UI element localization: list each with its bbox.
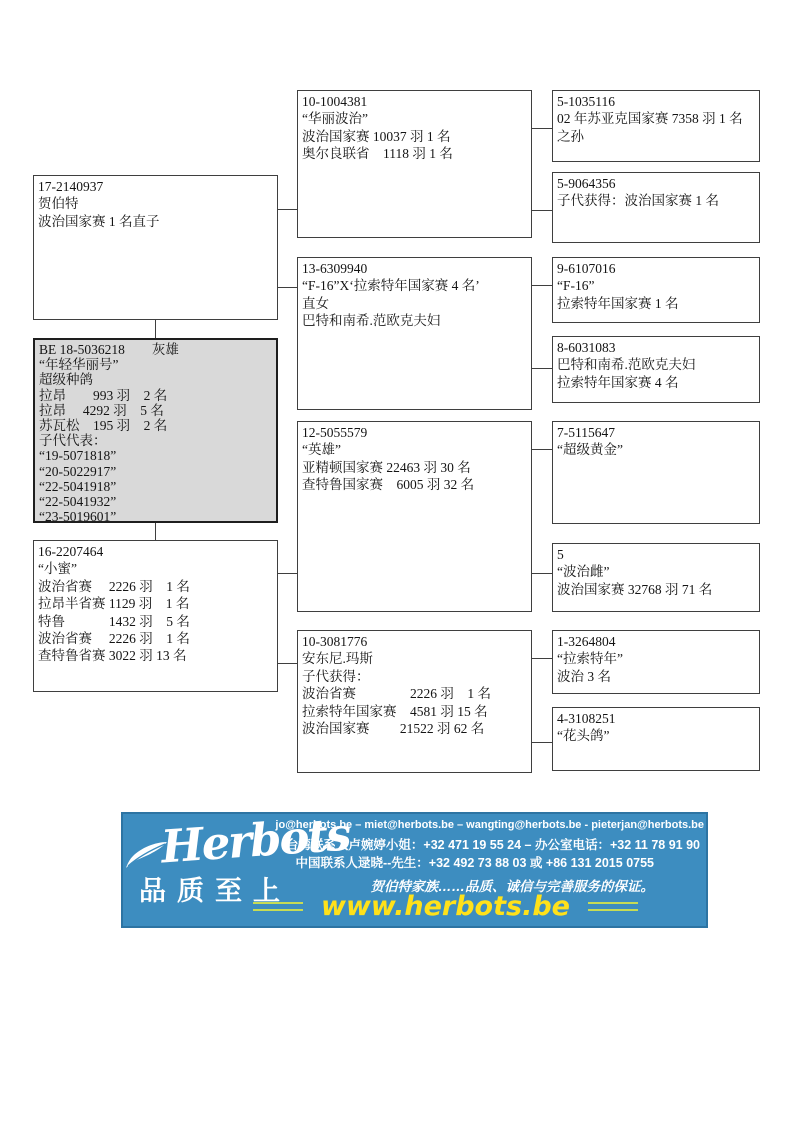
box-line: 波治省赛 2226 羽 1 名 bbox=[38, 631, 190, 647]
box-line: “花头鸽” bbox=[557, 728, 610, 744]
box-line: 波治省赛 2226 羽 1 名 bbox=[302, 686, 491, 702]
box-line: 子代代表： bbox=[39, 433, 107, 449]
box-line: 拉昂 4292 羽 5 名 bbox=[39, 402, 164, 418]
connector-line bbox=[277, 209, 297, 210]
pedigree-box-13-6309940 bbox=[297, 257, 532, 410]
box-line: “19-5071818” bbox=[39, 448, 117, 464]
box-line: 拉索特年国家赛 4581 羽 15 名 bbox=[302, 703, 488, 719]
box-line: “22-5041918” bbox=[39, 478, 117, 494]
pedigree-box-10-1004381 bbox=[297, 90, 532, 238]
box-line: 直女 bbox=[302, 295, 329, 311]
connector-line bbox=[532, 573, 552, 574]
pedigree-box-sire-17-2140937 bbox=[33, 175, 278, 320]
box-line: 安东尼.玛斯 bbox=[302, 651, 373, 667]
box-line: “波治雌” bbox=[557, 564, 610, 580]
box-line: “22-5041932” bbox=[39, 494, 117, 510]
box-line: 苏瓦松 195 羽 2 名 bbox=[39, 418, 168, 434]
box-line: 1-3264804 bbox=[557, 634, 616, 649]
box-line: 5 bbox=[557, 547, 564, 562]
box-line: 波治国家赛 1 名直子 bbox=[38, 213, 160, 229]
decorative-double-line bbox=[588, 902, 638, 911]
box-line: “23-5019601” bbox=[39, 509, 117, 525]
connector-line bbox=[155, 523, 156, 540]
pedigree-box-10-3081776 bbox=[297, 630, 532, 773]
pedigree-box-5-1035116 bbox=[552, 90, 760, 162]
pedigree-box-7-5115647 bbox=[552, 421, 760, 524]
banner-website: www.herbots.be bbox=[321, 891, 570, 922]
banner-contact-taiwan: 台湾联系人卢婉婷小姐：+32 471 19 55 24 – 办公室电话：+32 11 78 91 90 bbox=[285, 838, 700, 852]
box-line: 波治国家赛 21522 羽 62 名 bbox=[302, 721, 485, 737]
box-line: 贺伯特 bbox=[38, 196, 79, 212]
box-line: 12-5055579 bbox=[302, 425, 368, 440]
box-line: “20-5022917” bbox=[39, 463, 117, 479]
pedigree-box-subject-be18-5036218 bbox=[33, 338, 278, 523]
box-line: 拉索特年国家赛 1 名 bbox=[557, 295, 679, 311]
box-line: “英雄” bbox=[302, 442, 341, 458]
box-line: 8-6031083 bbox=[557, 340, 616, 355]
box-line: 4-3108251 bbox=[557, 711, 616, 726]
herbots-logo: Herbots bbox=[159, 807, 352, 874]
box-line: 7-5115647 bbox=[557, 425, 615, 440]
banner-slogan: 贺伯特家族……品质、诚信与完善服务的保证。 bbox=[370, 879, 654, 894]
box-line: 之孙 bbox=[557, 128, 584, 144]
banner-tagline: 品质至上 bbox=[139, 876, 291, 907]
connector-line bbox=[277, 573, 297, 574]
box-line: 超级种鸽 bbox=[39, 372, 93, 388]
banner-emails: jo@herbots.be – miet@herbots.be – wangting@herbots.be - pieterjan@herbots.be bbox=[275, 819, 704, 831]
box-line: BE 18-5036218 灰雄 bbox=[39, 342, 179, 357]
box-line: “F-16”X‘拉索特年国家赛 4 名’ bbox=[302, 278, 480, 294]
box-line: 查特鲁省赛 3022 羽 13 名 bbox=[38, 648, 187, 664]
connector-line bbox=[532, 128, 552, 129]
box-line: 9-6107016 bbox=[557, 261, 616, 276]
box-line: 巴特和南希.范欧克夫妇 bbox=[302, 313, 441, 329]
box-line: “华丽波治” bbox=[302, 111, 368, 127]
box-line: “拉索特年” bbox=[557, 651, 623, 667]
box-line: 波治 3 名 bbox=[557, 668, 611, 684]
pedigree-box-12-5055579 bbox=[297, 421, 532, 612]
box-line: 巴特和南希.范欧克夫妇 bbox=[557, 357, 696, 373]
box-line: 查特鲁国家赛 6005 羽 32 名 bbox=[302, 477, 475, 493]
box-line: 拉昂半省赛 1129 羽 1 名 bbox=[38, 596, 190, 612]
herbots-banner bbox=[121, 807, 708, 928]
box-line: 16-2207464 bbox=[38, 544, 104, 559]
box-line: “年轻华丽号” bbox=[39, 357, 119, 373]
box-line: 波治国家赛 10037 羽 1 名 bbox=[302, 128, 451, 144]
box-line: 子代获得： bbox=[302, 668, 370, 684]
box-line: 13-6309940 bbox=[302, 261, 368, 276]
box-line: 特鲁 1432 羽 5 名 bbox=[38, 613, 190, 629]
connector-line bbox=[532, 742, 552, 743]
box-line: 02 年苏亚克国家赛 7358 羽 1 名 bbox=[557, 111, 743, 127]
connector-line bbox=[532, 449, 552, 450]
connector-line bbox=[532, 368, 552, 369]
pedigree-box-4-3108251 bbox=[552, 707, 760, 771]
pedigree-box-9-6107016 bbox=[552, 257, 760, 323]
box-line: 波治国家赛 32768 羽 71 名 bbox=[557, 581, 713, 597]
box-line: 10-1004381 bbox=[302, 94, 368, 109]
box-line: 5-1035116 bbox=[557, 94, 615, 109]
box-line: 拉昂 993 羽 2 名 bbox=[39, 387, 168, 403]
box-line: 奥尔良联省 1118 羽 1 名 bbox=[302, 146, 453, 162]
box-line: 拉索特年国家赛 4 名 bbox=[557, 374, 679, 390]
pedigree-box-8-6031083 bbox=[552, 336, 760, 403]
decorative-double-line bbox=[253, 902, 303, 911]
box-line: “F-16” bbox=[557, 278, 595, 294]
box-line: 10-3081776 bbox=[302, 634, 368, 649]
connector-line bbox=[532, 210, 552, 211]
box-line: 波治省赛 2226 羽 1 名 bbox=[38, 578, 190, 594]
box-line: “小蜜” bbox=[38, 561, 77, 577]
connector-line bbox=[155, 320, 156, 338]
connector-line bbox=[532, 658, 552, 659]
connector-line bbox=[277, 287, 297, 288]
connector-line bbox=[277, 663, 297, 664]
box-line: 17-2140937 bbox=[38, 179, 104, 194]
box-line: “超级黄金” bbox=[557, 442, 623, 458]
banner-website-row bbox=[253, 893, 638, 920]
pedigree-box-5-9064356 bbox=[552, 172, 760, 243]
pedigree-box-5-bozhi-hen bbox=[552, 543, 760, 612]
box-line: 亚精顿国家赛 22463 羽 30 名 bbox=[302, 459, 471, 475]
box-line: 子代获得：波治国家赛 1 名 bbox=[557, 193, 719, 209]
connector-line bbox=[532, 285, 552, 286]
pedigree-box-dam-16-2207464 bbox=[33, 540, 278, 692]
box-line: 5-9064356 bbox=[557, 176, 616, 191]
banner-contact-china: 中国联系人逯晓--先生：+32 492 73 88 03 或 +86 131 2015 0755 bbox=[295, 856, 654, 870]
pedigree-box-1-3264804 bbox=[552, 630, 760, 694]
